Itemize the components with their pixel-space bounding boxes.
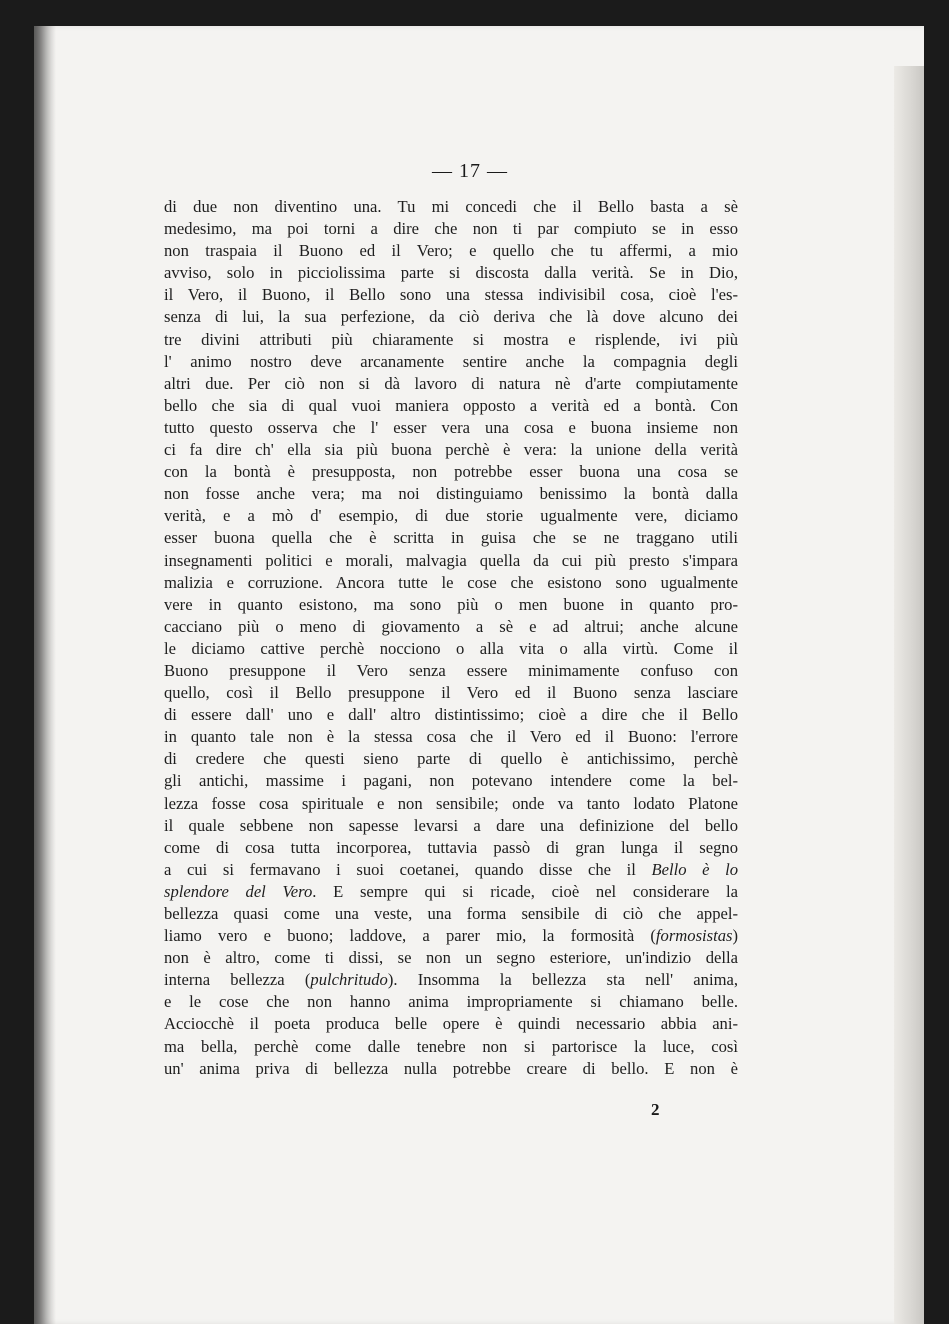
text-line: liamo vero e buono; laddove, a parer mio, la formosità (formosistas) — [164, 926, 738, 946]
binding-gutter — [34, 26, 56, 1324]
text-line: non è altro, come ti dissi, se non un segno esteriore, un'indizio della — [164, 948, 738, 968]
text-line: le diciamo cattive perchè nocciono o alla vita o alla virtù. Come il — [164, 638, 738, 658]
text-line: quello, così il Bello presuppone il Vero ed il Buono senza lasciare — [164, 683, 738, 703]
text-line: tre divini attributi più chiaramente si mostra e risplende, ivi più — [164, 329, 738, 349]
text-line: e le cose che non hanno anima impropriamente si chiamano belle. — [164, 992, 738, 1012]
text-line: cacciano più o meno di giovamento a sè e ad altrui; anche alcune — [164, 616, 738, 636]
body-text — [164, 196, 738, 1080]
page-edge-shadow — [894, 66, 924, 1324]
text-line: malizia e corruzione. Ancora tutte le cose che esistono sono ugualmente — [164, 572, 738, 592]
text-line: gli antichi, massime i pagani, non potevano intendere come la bel- — [164, 771, 738, 791]
text-line: tutto questo osserva che l' esser vera una cosa e buona insieme non — [164, 417, 738, 437]
text-line: non traspaia il Buono ed il Vero; e quello che tu affermi, a mio — [164, 241, 738, 261]
text-line: splendore del Vero. E sempre qui si ricade, cioè nel considerare la — [164, 881, 738, 901]
text-line: il Vero, il Buono, il Bello sono una stessa indivisibil cosa, cioè l'es- — [164, 285, 738, 305]
text-line: altri due. Per ciò non si dà lavoro di natura nè d'arte compiutamente — [164, 373, 738, 393]
text-line: di essere dall' uno e dall' altro distintissimo; cioè a dire che il Bello — [164, 705, 738, 725]
text-line: medesimo, ma poi torni a dire che non ti par compiuto se in esso — [164, 219, 738, 239]
text-line: lezza fosse cosa spirituale e non sensibile; onde va tanto lodato Platone — [164, 793, 738, 813]
text-line: bello che sia di qual vuoi maniera opposto a verità ed a bontà. Con — [164, 395, 738, 415]
text-line: ci fa dire ch' ella sia più buona perchè è vera: la unione della verità — [164, 440, 738, 460]
text-line: ma bella, perchè come dalle tenebre non si partorisce la luce, così — [164, 1036, 738, 1056]
text-line: Buono presuppone il Vero senza essere minimamente confuso con — [164, 660, 738, 680]
text-line: insegnamenti politici e morali, malvagia quella da cui più presto s'impara — [164, 550, 738, 570]
text-line: esser buona quella che è scritta in guisa che se ne traggano utili — [164, 528, 738, 548]
text-line: senza di lui, la sua perfezione, da ciò deriva che là dove alcuno dei — [164, 307, 738, 327]
text-line: avviso, solo in picciolissima parte si discosta dalla verità. Se in Dio, — [164, 263, 738, 283]
text-line: in quanto tale non è la stessa cosa che il Vero ed il Buono: l'errore — [164, 727, 738, 747]
text-line: non fosse anche vera; ma noi distinguiamo benissimo la bontà dalla — [164, 484, 738, 504]
text-line: con la bontà è presupposta, non potrebbe esser buona una cosa se — [164, 462, 738, 482]
text-line: di due non diventino una. Tu mi concedi che il Bello basta a sè — [164, 197, 738, 216]
text-line: bellezza quasi come una veste, una forma sensibile di ciò che appel- — [164, 904, 738, 923]
text-line: l' animo nostro deve arcanamente sentire anche la compagnia degli — [164, 351, 738, 371]
text-line: verità, e a mò d' esempio, di due storie ugualmente vere, diciamo — [164, 506, 738, 526]
text-line: Acciocchè il poeta produca belle opere è quindi necessario abbia ani- — [164, 1014, 738, 1034]
page-number: — 17 — — [432, 160, 508, 182]
text-line: un' anima priva di bellezza nulla potrebbe creare di bello. E non è — [164, 1058, 738, 1078]
text-line: a cui si fermavano i suoi coetanei, quando disse che il Bello è lo — [164, 859, 739, 879]
text-line: come di cosa tutta incorporea, tuttavia passò di gran lunga il segno — [164, 837, 738, 857]
text-line: vere in quanto esistono, ma sono più o men buone in quanto pro- — [164, 594, 738, 614]
text-line: di credere che questi sieno parte di quello è antichissimo, perchè — [164, 749, 738, 769]
signature-mark: 2 — [651, 1100, 660, 1119]
text-line: interna bellezza (pulchritudo). Insomma la bellezza sta nell' anima, — [164, 970, 738, 990]
text-line: il quale sebbene non sapesse levarsi a dare una definizione del bello — [164, 815, 738, 835]
